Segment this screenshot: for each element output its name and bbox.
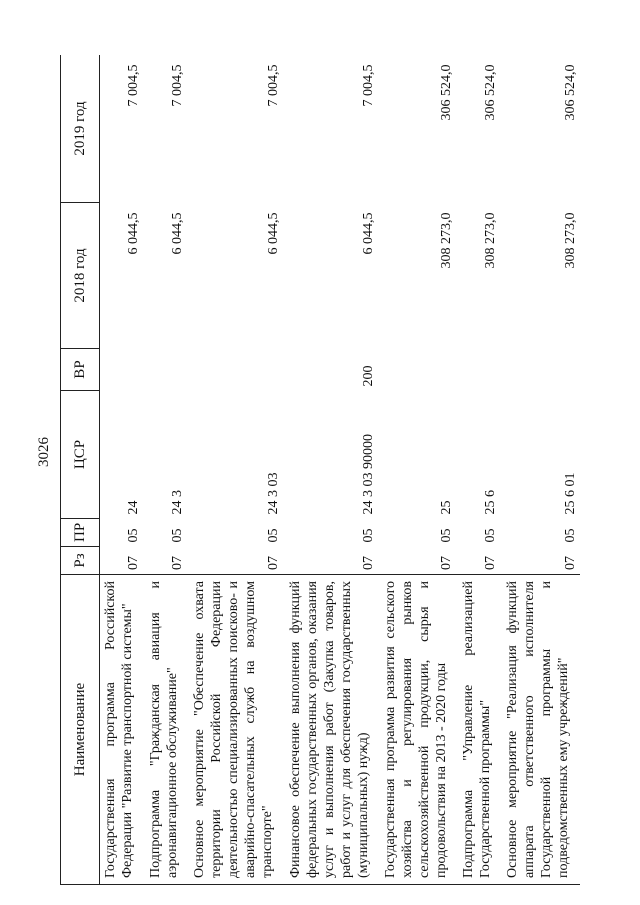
row-2018: 6 044,5 [360,212,376,255]
row-vr [189,349,285,391]
row-2019: 7 004,5 [265,64,281,107]
page-number: 3026 [35,437,52,467]
row-name: Государственная программа Российской Федерации "Развитие транспортной системы" [100,575,145,885]
row-csr: 24 3 [169,490,185,515]
budget-table [60,55,580,885]
row-name: Основное мероприятие "Реализация функций аппарата ответственного исполнителя Государственной программы и подведомственных ему учреждений" [502,575,581,885]
rotated-page-area [60,55,580,885]
row-csr: 25 [438,500,454,515]
row-pr: 05 [169,528,185,543]
row-2019: 7 004,5 [169,64,185,107]
row-name: Финансовое обеспечение выполнения функций федеральных государственных органов, оказания услуг и выполнения работ (Закупка товаров, работ и услуг для обеспечения государственных (муниципальных) нужд) [285,575,380,885]
row-2019: 306 524,0 [562,64,578,121]
row-name: Основное мероприятие "Обеспечение охвата территории Российской Федерации деятельностью специализированных поисково- и аварийно-спасательных служб на воздушном транспорте" [189,575,285,885]
row-rz: 07 [482,556,498,570]
row-rz: 07 [562,556,578,570]
header-vr: ВР [61,349,100,391]
row-csr: 24 3 03 [265,472,281,515]
table-header-row [61,55,100,885]
row-2018: 6 044,5 [125,212,141,255]
row-csr: 24 [125,500,141,515]
table-row [189,55,285,885]
row-2019: 7 004,5 [360,64,376,107]
table-row [285,55,380,885]
row-vr [458,349,502,391]
table-row [100,55,145,885]
row-pr: 05 [482,528,498,543]
row-rz: 07 [169,556,185,570]
row-pr: 05 [265,528,281,543]
row-name: Подпрограмма "Управление реализацией Государственной программы" [458,575,502,885]
row-csr: 25 6 [482,490,498,515]
table-row [502,55,581,885]
row-2018: 308 273,0 [438,212,454,269]
row-pr: 05 [360,528,376,543]
header-2019: 2019 год [61,55,100,203]
table-row [145,55,189,885]
budget-table-rotated [60,55,580,885]
row-vr [100,349,145,391]
row-csr: 24 3 03 90000 [360,434,376,515]
header-2018: 2018 год [61,203,100,349]
row-2018: 6 044,5 [169,212,185,255]
row-vr: 200 [360,365,376,387]
row-2018: 6 044,5 [265,212,281,255]
header-name: Наименование [61,575,100,885]
table-row [458,55,502,885]
row-2019: 306 524,0 [482,64,498,121]
row-rz: 07 [125,556,141,570]
row-vr [145,349,189,391]
row-2019: 7 004,5 [125,64,141,107]
header-rz: Рз [61,547,100,575]
header-pr: ПР [61,519,100,547]
row-pr: 05 [562,528,578,543]
row-rz: 07 [265,556,281,570]
table-row [380,55,458,885]
row-pr: 05 [125,528,141,543]
header-csr: ЦСР [61,391,100,519]
row-csr: 25 6 01 [562,472,578,515]
row-name: Подпрограмма "Гражданская авиация и аэронавигационное обслуживание" [145,575,189,885]
row-vr [380,349,458,391]
row-pr: 05 [438,528,454,543]
row-rz: 07 [438,556,454,570]
row-2018: 308 273,0 [562,212,578,269]
row-vr [502,349,581,391]
row-2018: 308 273,0 [482,212,498,269]
row-2019: 306 524,0 [438,64,454,121]
row-rz: 07 [360,556,376,570]
row-name: Государственная программа развития сельского хозяйства и регулирования рынков сельскохозяйственной продукции, сырья и продовольствия на 2013 - 2020 годы [380,575,458,885]
